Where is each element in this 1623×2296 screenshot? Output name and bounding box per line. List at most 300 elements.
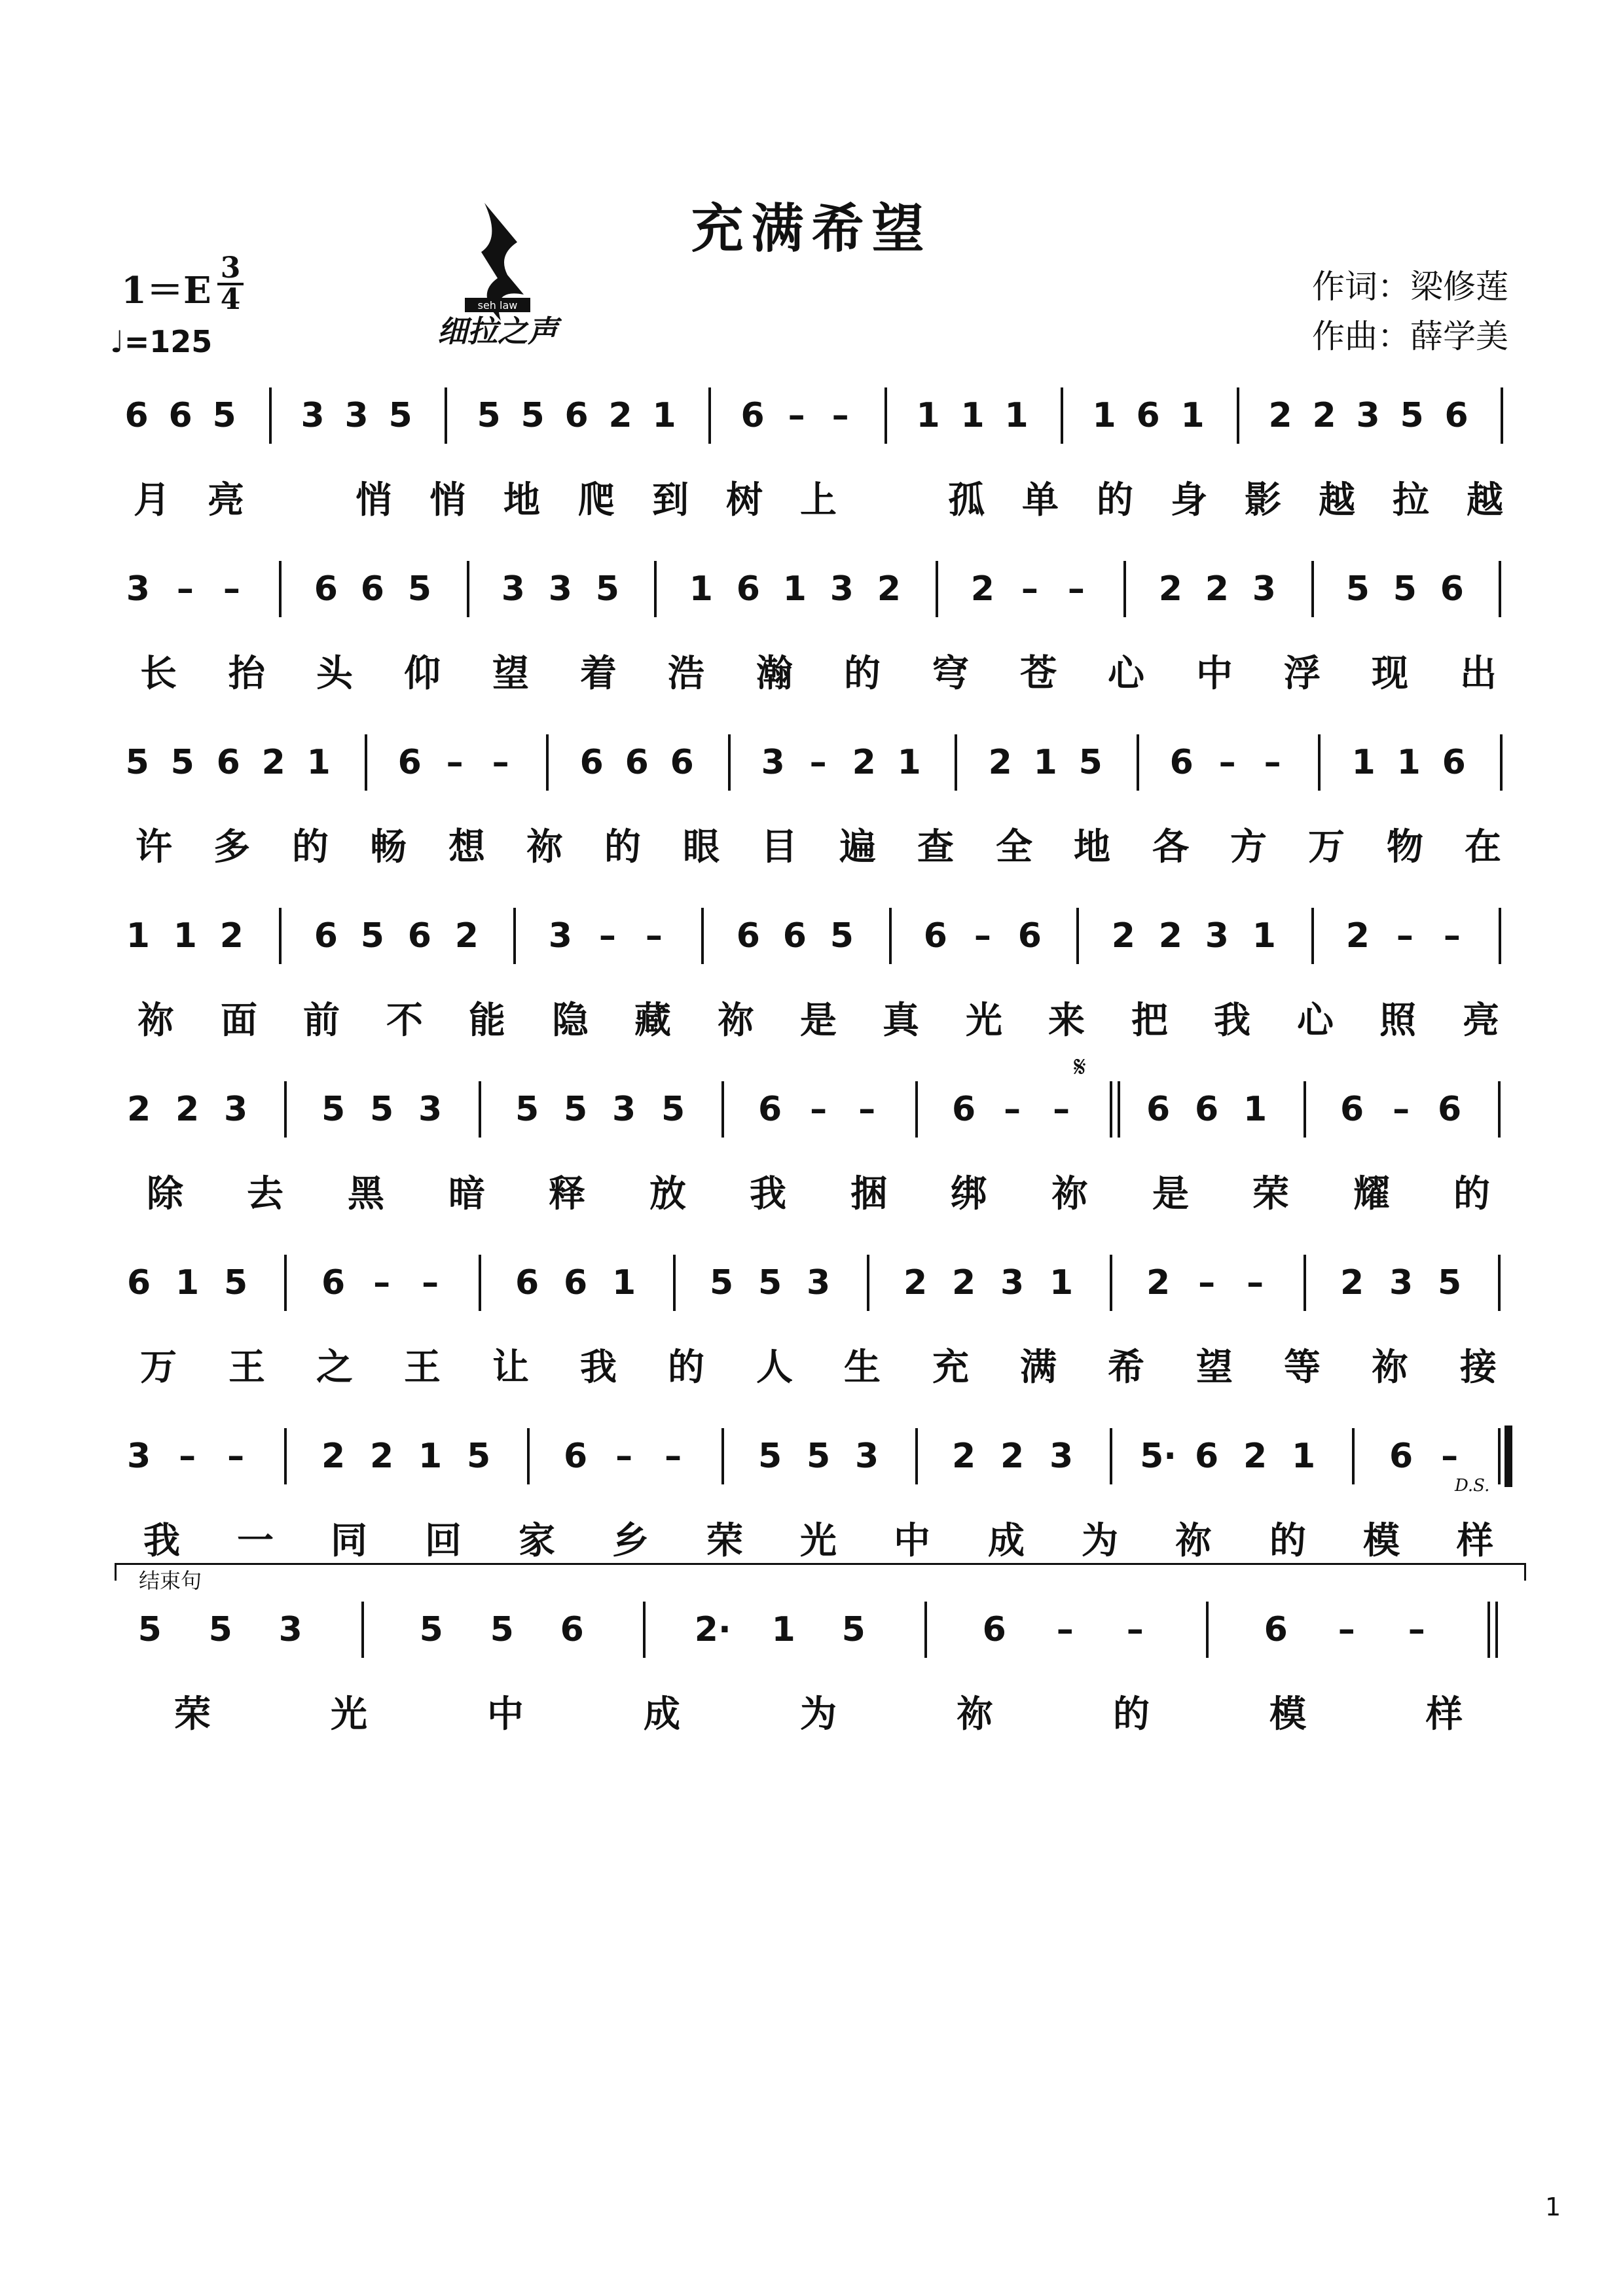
lyric-char: 抬 bbox=[228, 653, 265, 695]
note: 2 bbox=[454, 916, 479, 956]
lyric-char: 来 bbox=[1048, 999, 1085, 1042]
barline bbox=[924, 1602, 927, 1658]
lyric-char: 心 bbox=[1108, 653, 1144, 695]
note: – bbox=[223, 569, 240, 609]
note: 3 bbox=[344, 396, 369, 435]
note: 5 bbox=[1400, 396, 1424, 435]
note: 1 bbox=[175, 1263, 200, 1302]
lyric-char: 的 bbox=[292, 826, 329, 869]
note: 1 bbox=[1049, 1263, 1074, 1302]
note: 5 bbox=[661, 1090, 685, 1129]
note: 6 bbox=[1169, 743, 1194, 782]
note: 5 bbox=[830, 916, 854, 956]
lyric-char: 乡 bbox=[612, 1520, 649, 1562]
barline bbox=[1304, 1255, 1306, 1311]
note: 6 bbox=[1136, 396, 1160, 435]
note: – bbox=[831, 396, 849, 435]
lyric-char: 把 bbox=[1131, 999, 1168, 1042]
lyric-char: 悄 bbox=[429, 479, 466, 522]
note: 5 bbox=[369, 1090, 394, 1129]
note: 3 bbox=[1356, 396, 1380, 435]
note: 2 bbox=[126, 1090, 151, 1129]
note: 6 bbox=[1194, 1090, 1219, 1129]
note: 5 bbox=[841, 1610, 866, 1649]
barline bbox=[721, 1081, 724, 1138]
note: 3 bbox=[278, 1610, 302, 1649]
note: 1 bbox=[1252, 916, 1276, 956]
lyric-char: 望 bbox=[492, 653, 529, 695]
lyric-char: 藏 bbox=[634, 999, 671, 1042]
lyric-char: 拉 bbox=[1393, 479, 1429, 522]
note: 1 bbox=[782, 569, 807, 609]
barline bbox=[1311, 908, 1314, 964]
score-system bbox=[115, 1260, 1522, 1394]
score-system bbox=[115, 1607, 1522, 1741]
barline bbox=[467, 561, 469, 617]
lyric-char: 王 bbox=[228, 1346, 265, 1389]
notes-line bbox=[115, 1260, 1522, 1306]
barline bbox=[1500, 734, 1503, 791]
note: 1 bbox=[916, 396, 940, 435]
note: 6 bbox=[515, 1263, 539, 1302]
note: 5 bbox=[757, 1263, 782, 1302]
tempo-marking: ♩=125 bbox=[110, 324, 213, 359]
note: 5 bbox=[1437, 1263, 1462, 1302]
note: 6 bbox=[216, 743, 240, 782]
barline bbox=[1076, 908, 1079, 964]
note: – bbox=[809, 743, 827, 782]
note: 3 bbox=[126, 1437, 151, 1476]
barline bbox=[915, 1428, 918, 1484]
note: – bbox=[1198, 1263, 1216, 1302]
note: 5 bbox=[595, 569, 619, 609]
note: 6 bbox=[625, 743, 649, 782]
barline bbox=[1110, 1428, 1112, 1484]
notes-line bbox=[115, 1086, 1522, 1132]
note: 5 bbox=[477, 396, 501, 435]
note: 6 bbox=[126, 1263, 151, 1302]
lyric-char: 王 bbox=[404, 1346, 441, 1389]
note: 5 bbox=[466, 1437, 491, 1476]
note: 6 bbox=[1146, 1090, 1171, 1129]
barline bbox=[708, 387, 711, 444]
barline bbox=[1110, 1081, 1112, 1138]
note: 2 bbox=[970, 569, 994, 609]
lyric-char: 浩 bbox=[668, 653, 704, 695]
lyric-char: 树 bbox=[726, 479, 763, 522]
note: – bbox=[788, 396, 805, 435]
lyric-char: 不 bbox=[386, 999, 423, 1042]
note: 1 bbox=[652, 396, 676, 435]
note: 2 bbox=[1268, 396, 1292, 435]
note: 5 bbox=[407, 569, 431, 609]
barline bbox=[546, 734, 549, 791]
note: – bbox=[1393, 1090, 1410, 1129]
lyric-char: 是 bbox=[1152, 1173, 1189, 1215]
note: 5 bbox=[212, 396, 236, 435]
score-system bbox=[115, 913, 1522, 1047]
note: – bbox=[1441, 1437, 1459, 1476]
logo-text: 细拉之声 bbox=[437, 314, 558, 349]
lyric-char: 模 bbox=[1363, 1520, 1400, 1562]
lyric-char: 希 bbox=[1108, 1346, 1144, 1389]
lyric-char: 充 bbox=[932, 1346, 969, 1389]
note: 3 bbox=[1000, 1263, 1025, 1302]
composer: 作曲：薛学美 bbox=[1312, 317, 1508, 355]
lyric-char: 满 bbox=[1020, 1346, 1057, 1389]
lyrics-line bbox=[115, 821, 1522, 874]
note: – bbox=[1408, 1610, 1425, 1649]
note: 2 bbox=[1146, 1263, 1171, 1302]
lyric-char: 捆 bbox=[850, 1173, 887, 1215]
lyric-char: 接 bbox=[1460, 1346, 1497, 1389]
note: 2 bbox=[951, 1437, 976, 1476]
note: 5 bbox=[125, 743, 149, 782]
lyric-char: 物 bbox=[1387, 826, 1423, 869]
note: 2 bbox=[1111, 916, 1135, 956]
lyric-char: 眼 bbox=[683, 826, 720, 869]
note: 5 bbox=[1345, 569, 1370, 609]
barline bbox=[721, 1428, 724, 1484]
note: 6 bbox=[982, 1610, 1006, 1649]
note: 5 bbox=[360, 916, 384, 956]
note: – bbox=[446, 743, 464, 782]
note: 2 bbox=[951, 1263, 976, 1302]
note: 3 bbox=[830, 569, 854, 609]
note: 6 bbox=[1444, 396, 1468, 435]
note: 5 bbox=[208, 1610, 232, 1649]
note: 5 bbox=[321, 1090, 346, 1129]
note: 3 bbox=[223, 1090, 248, 1129]
note: 6 bbox=[321, 1263, 346, 1302]
barline bbox=[1501, 387, 1503, 444]
note: 3 bbox=[854, 1437, 879, 1476]
barline bbox=[1499, 908, 1501, 964]
meter-top: 3 bbox=[217, 254, 244, 285]
note: 6 bbox=[1194, 1437, 1219, 1476]
notes-line bbox=[115, 913, 1522, 959]
time-signature bbox=[217, 251, 244, 316]
note: 3 bbox=[1205, 916, 1229, 956]
note: 1 bbox=[897, 743, 921, 782]
lyric-char: 释 bbox=[549, 1173, 585, 1215]
lyric-char: 头 bbox=[316, 653, 353, 695]
barline bbox=[1498, 1428, 1501, 1484]
lyric-char: 浮 bbox=[1284, 653, 1321, 695]
note: 6 bbox=[563, 1437, 588, 1476]
note: 5 bbox=[490, 1610, 514, 1649]
lyric-char: 苍 bbox=[1020, 653, 1057, 695]
lyric-char: 仰 bbox=[404, 653, 441, 695]
note: 2 bbox=[903, 1263, 928, 1302]
note: – bbox=[1053, 1090, 1070, 1129]
note: 6 bbox=[736, 569, 760, 609]
note: 6 bbox=[782, 916, 807, 956]
lyric-char: 模 bbox=[1269, 1693, 1306, 1736]
note: – bbox=[645, 916, 663, 956]
lyric-char: 亮 bbox=[1463, 999, 1499, 1042]
lyrics-line bbox=[115, 995, 1522, 1047]
barline bbox=[1110, 1255, 1112, 1311]
note: 5 bbox=[563, 1090, 588, 1129]
note: 1 bbox=[418, 1437, 443, 1476]
lyric-char: 单 bbox=[1022, 479, 1059, 522]
lyric-char: 祢 bbox=[1175, 1520, 1212, 1562]
barline bbox=[1061, 387, 1063, 444]
lyrics-line bbox=[115, 648, 1522, 700]
note: 6 bbox=[740, 396, 765, 435]
note: 2 bbox=[321, 1437, 346, 1476]
lyric-char: 瀚 bbox=[756, 653, 793, 695]
lyric-char: 样 bbox=[1426, 1693, 1463, 1736]
note: 2 bbox=[1205, 569, 1229, 609]
note: 6 bbox=[407, 916, 431, 956]
notes-line bbox=[115, 393, 1522, 439]
lyric-char: 查 bbox=[917, 826, 954, 869]
note: – bbox=[1218, 743, 1236, 782]
lyric-char: 身 bbox=[1171, 479, 1207, 522]
barline bbox=[1352, 1428, 1355, 1484]
lyric-char: 一 bbox=[237, 1520, 274, 1562]
note: 2 bbox=[1158, 569, 1182, 609]
credits bbox=[1312, 262, 1508, 361]
note: – bbox=[1067, 569, 1085, 609]
barline bbox=[701, 908, 704, 964]
score-system bbox=[115, 393, 1522, 527]
note: 1 bbox=[1396, 743, 1421, 782]
lyric-char: 面 bbox=[221, 999, 257, 1042]
barline bbox=[479, 1255, 481, 1311]
note: 2· bbox=[694, 1610, 731, 1649]
barline bbox=[445, 387, 447, 444]
barline bbox=[889, 908, 892, 964]
lyric-char: 想 bbox=[448, 826, 485, 869]
lyric-char: 祢 bbox=[1051, 1173, 1088, 1215]
lyric-char: 目 bbox=[761, 826, 797, 869]
barline bbox=[279, 561, 282, 617]
lyric-char: 我 bbox=[580, 1346, 617, 1389]
note: 3 bbox=[548, 569, 572, 609]
lyric-char: 荣 bbox=[706, 1520, 743, 1562]
lyrics-line bbox=[115, 1342, 1522, 1394]
note: – bbox=[974, 916, 991, 956]
barline bbox=[1498, 1255, 1501, 1311]
note: 6 bbox=[1264, 1610, 1288, 1649]
note: 6 bbox=[360, 569, 384, 609]
note: – bbox=[492, 743, 509, 782]
lyric-char: 去 bbox=[247, 1173, 283, 1215]
note: 1 bbox=[960, 396, 985, 435]
lyric-char: 月 bbox=[134, 479, 170, 522]
barline bbox=[479, 1081, 481, 1138]
note: 1 bbox=[1291, 1437, 1316, 1476]
note: 1 bbox=[1004, 396, 1029, 435]
note: 6 bbox=[1340, 1090, 1364, 1129]
note: 1 bbox=[1180, 396, 1205, 435]
note: 6 bbox=[670, 743, 694, 782]
lyric-char: 是 bbox=[800, 999, 837, 1042]
note: – bbox=[1338, 1610, 1355, 1649]
note: 6 bbox=[397, 743, 422, 782]
note: – bbox=[1264, 743, 1281, 782]
note: 1 bbox=[1243, 1090, 1267, 1129]
lyric-char: 家 bbox=[519, 1520, 555, 1562]
note: 6 bbox=[314, 916, 338, 956]
note: – bbox=[665, 1437, 682, 1476]
lyric-char: 心 bbox=[1297, 999, 1334, 1042]
note: 6 bbox=[579, 743, 604, 782]
note: 5 bbox=[388, 396, 412, 435]
note: 6 bbox=[1017, 916, 1042, 956]
lyric-char: 中 bbox=[487, 1693, 524, 1736]
note: 6 bbox=[560, 1610, 584, 1649]
barline bbox=[728, 734, 731, 791]
note: 3 bbox=[611, 1090, 636, 1129]
barline bbox=[867, 1255, 869, 1311]
note: 5 bbox=[520, 396, 545, 435]
note: 6 bbox=[1437, 1090, 1462, 1129]
lyric-char: 的 bbox=[844, 653, 881, 695]
lyric-char: 暗 bbox=[448, 1173, 485, 1215]
barline bbox=[269, 387, 272, 444]
lyrics-line bbox=[115, 1515, 1522, 1568]
note: 1 bbox=[611, 1263, 636, 1302]
lyric-char: 光 bbox=[800, 1520, 837, 1562]
score-system bbox=[115, 740, 1522, 874]
barline bbox=[284, 1428, 287, 1484]
note: 3 bbox=[806, 1263, 831, 1302]
note: 5· bbox=[1140, 1437, 1177, 1476]
barline bbox=[1311, 561, 1314, 617]
lyric-char: 长 bbox=[140, 653, 177, 695]
lyric-char: 我 bbox=[143, 1520, 180, 1562]
note: – bbox=[1021, 569, 1038, 609]
lyric-char: 隐 bbox=[552, 999, 589, 1042]
lyric-char: 越 bbox=[1319, 479, 1355, 522]
ending-label: 结束句 bbox=[139, 1568, 202, 1593]
lyric-char: 等 bbox=[1284, 1346, 1321, 1389]
lyric-char: 祢 bbox=[137, 999, 174, 1042]
lyric-char: 出 bbox=[1460, 653, 1497, 695]
lyric-char: 万 bbox=[140, 1346, 177, 1389]
barline bbox=[1487, 1602, 1490, 1658]
note: – bbox=[422, 1263, 439, 1302]
lyric-char: 的 bbox=[1097, 479, 1133, 522]
lyrics-line bbox=[115, 475, 1522, 527]
note: 5 bbox=[515, 1090, 539, 1129]
meter-bottom: 4 bbox=[220, 283, 241, 316]
score-system bbox=[115, 1433, 1522, 1568]
lyric-char: 放 bbox=[649, 1173, 686, 1215]
barline bbox=[654, 561, 657, 617]
note: – bbox=[179, 1437, 196, 1476]
note: 3 bbox=[1049, 1437, 1074, 1476]
note: 3 bbox=[761, 743, 785, 782]
lyric-char: 爬 bbox=[578, 479, 615, 522]
note: 3 bbox=[1252, 569, 1276, 609]
note: 5 bbox=[757, 1437, 782, 1476]
logo-band-text: seh law bbox=[477, 299, 518, 312]
score-system bbox=[115, 566, 1522, 700]
lyric-char: 着 bbox=[580, 653, 617, 695]
ending-bracket bbox=[115, 1563, 1526, 1581]
notes-line bbox=[115, 1607, 1522, 1653]
quarter-note-icon: ♩ bbox=[110, 324, 124, 359]
lyric-char: 全 bbox=[996, 826, 1032, 869]
lyric-char: 中 bbox=[894, 1520, 930, 1562]
lyric-char: 地 bbox=[1074, 826, 1110, 869]
lyric-char: 上 bbox=[800, 479, 837, 522]
key-signature: 1＝E bbox=[121, 269, 211, 312]
barline bbox=[1237, 387, 1239, 444]
note: 2 bbox=[1312, 396, 1336, 435]
lyric-char: 地 bbox=[503, 479, 540, 522]
lyric-char: 荣 bbox=[174, 1693, 211, 1736]
segno-sign: 𝄋 bbox=[1074, 1050, 1086, 1084]
lyric-char: 之 bbox=[316, 1346, 353, 1389]
lyric-char: 在 bbox=[1465, 826, 1501, 869]
barline bbox=[915, 1081, 918, 1138]
lyric-char: 畅 bbox=[370, 826, 407, 869]
note: 6 bbox=[951, 1090, 976, 1129]
note: 6 bbox=[736, 916, 760, 956]
lyric-char: 中 bbox=[1196, 653, 1233, 695]
barline bbox=[1137, 734, 1139, 791]
note: 5 bbox=[137, 1610, 162, 1649]
notes-line bbox=[115, 566, 1522, 612]
note: – bbox=[373, 1263, 391, 1302]
note: 5 bbox=[806, 1437, 831, 1476]
lyric-char: 万 bbox=[1308, 826, 1345, 869]
note: 6 bbox=[563, 1263, 588, 1302]
note: – bbox=[858, 1090, 876, 1129]
lyric-char: 光 bbox=[331, 1693, 367, 1736]
lyric-char: 成 bbox=[644, 1693, 680, 1736]
note: 2 bbox=[261, 743, 285, 782]
note: 3 bbox=[1389, 1263, 1413, 1302]
note: – bbox=[598, 916, 616, 956]
lyric-char: 各 bbox=[1152, 826, 1189, 869]
note: 3 bbox=[301, 396, 325, 435]
lyric-char: 能 bbox=[469, 999, 505, 1042]
barline bbox=[1304, 1081, 1306, 1138]
note: – bbox=[1396, 916, 1413, 956]
song-title: 充满希望 bbox=[691, 198, 932, 259]
lyric-char: 遍 bbox=[839, 826, 876, 869]
barline bbox=[284, 1081, 287, 1138]
note: 1 bbox=[1092, 396, 1116, 435]
note: 2 bbox=[608, 396, 632, 435]
note: 2 bbox=[1345, 916, 1370, 956]
lyric-char: 生 bbox=[844, 1346, 881, 1389]
note: – bbox=[615, 1437, 633, 1476]
lyric-char: 除 bbox=[147, 1173, 183, 1215]
barline bbox=[643, 1602, 646, 1658]
note: – bbox=[1004, 1090, 1021, 1129]
note: 2 bbox=[1340, 1263, 1364, 1302]
lyric-char: 我 bbox=[1214, 999, 1250, 1042]
lyric-char: 方 bbox=[1230, 826, 1267, 869]
note: 6 bbox=[124, 396, 149, 435]
barline bbox=[673, 1255, 676, 1311]
lyric-char: 现 bbox=[1372, 653, 1408, 695]
note: 5 bbox=[1078, 743, 1103, 782]
lyric-char: 许 bbox=[136, 826, 172, 869]
lyric-char: 绑 bbox=[951, 1173, 987, 1215]
note: 6 bbox=[757, 1090, 782, 1129]
barline bbox=[1499, 561, 1501, 617]
note: 2 bbox=[369, 1437, 394, 1476]
